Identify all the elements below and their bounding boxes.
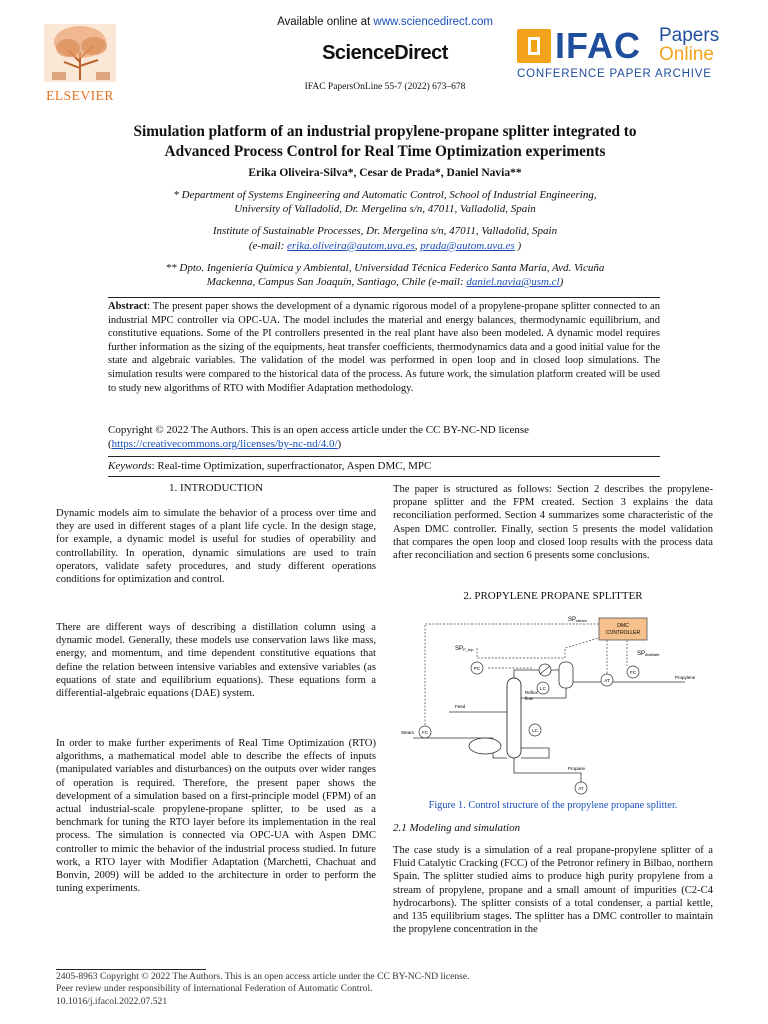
email-link-oliveira[interactable]: erika.oliveira@autom.uva.es — [287, 239, 415, 252]
elsevier-wordmark: ELSEVIER — [46, 88, 114, 103]
reflux-label: Reflux — [525, 690, 538, 695]
elsevier-tree-icon — [38, 22, 122, 84]
footer-rule — [56, 969, 206, 970]
ifac-logo — [517, 26, 727, 86]
footer — [56, 971, 716, 1008]
license-link[interactable]: https://creativecommons.org/licenses/by-nc-nd/4.0/ — [111, 438, 338, 450]
modeling-paragraph: The case study is a simulation of a real propane-propylene splitter of a Fluid Catalytic Cracking (FCC) of the Petronor refinery in Bilbao, northern Spain. The splitter studied aims to produce high purity propylene from a stream of propylene, propane and a small amount of impurities (C2-C4 hydrocarbons). The splitter consists of a total condenser, a partial kettle, and 135 equilibrium stages. The splitter has a DMC controller to maintain the propylene concentration in the — [393, 845, 713, 936]
fc-steam-instrument: FC — [422, 730, 428, 735]
email-link-prada[interactable]: prada@autom.uva.es — [420, 239, 515, 252]
at-top-instrument: AT — [604, 678, 610, 683]
at-bottom-instrument: AT — [578, 786, 584, 791]
lc-top-instrument: LC — [540, 686, 546, 691]
footer-peer-review: Peer review under responsibility of International Federation of Automatic Control. — [56, 983, 373, 995]
sp-ptop-label: SPP_top — [455, 646, 474, 652]
abstract: Abstract: The present paper shows the development of a dynamic rigorous model of a propylene-propane splitter connected to an industrial MPC controller via OPC-UA. The model includes the material and energy balances, thermodynamic equilibrium, and constitutive equations. Some of the PI controllers presented in the real plant have also been modeled. A dynamic model requires further information as the sizing of the equipments, heat transfer coefficients, thermodynamics data and a good initial value for the state and algebraic variables. The validation of the model was performed in open loop and in closed loop simulations. The simulation results were compared to the historical data of the process. As future work, the simulation platform created will be used to study new algorithms of RTO with Modifier Adaptation methodology. — [108, 301, 660, 394]
structure-paragraph: The paper is structured as follows: Section 2 describes the propylene-propane splitter and the FPM created. Section 3 explains the data reconciliation performed. Section 4 summarizes some characteristic of the Aspen DMC controller. Finally, section 5 presents the model validation that compares the open loop and closed loop results with the process data after reconciliation and section 6 presents some conclusions. — [393, 484, 713, 562]
dmc-controller-box — [599, 618, 647, 640]
journal-ref: IFAC PapersOnLine 55-7 (2022) 673–678 — [304, 82, 466, 92]
steam-label: Steam — [401, 730, 415, 735]
dmc-label: DMC — [617, 623, 629, 629]
papers-label: Papers — [659, 25, 720, 46]
feed-label: Feed — [455, 704, 466, 709]
propane-label: Propane — [568, 766, 586, 771]
section-heading-introduction: 1. INTRODUCTION — [168, 482, 264, 494]
conference-archive-label: CONFERENCE PAPER ARCHIVE — [517, 68, 712, 80]
paper-title: Simulation platform of an industrial propylene-propane splitter integrated to Advanced Process Control for Real Time Optimization experiments — [133, 123, 637, 160]
ifac-wordmark: IFAC — [555, 25, 642, 66]
affiliations: * Department of Systems Engineering and Automatic Control, School of Industrial Engineering, University of Valladolid, Dr. Mergelina s/n, 47011, Valladolid, Spain Institute of Sustainable Processes, Dr. Mergelina s/n, 47011, Valladolid, Spain (e-mail: erika.oliveira@autom.uva.es, prada@autom.uva.es ) ** Dpto. Ingeniería Química y Ambiental, Universidad Técnica Federico Santa María, Avd. Vicuña Mackenna, Campus San Joaquín, Santiago, Chile (e-mail: daniel.navia@usm.cl) — [165, 189, 605, 289]
lc-bottom-instrument: LC — [532, 728, 538, 733]
email-link-navia[interactable]: daniel.navia@usm.cl — [466, 276, 560, 289]
figure-1-caption: Figure 1. Control structure of the propylene propane splitter. — [428, 800, 678, 811]
footer-doi[interactable]: 10.1016/j.ifacol.2022.07.521 — [56, 995, 168, 1007]
intro-paragraph-2: There are different ways of describing a distillation column using a dynamic model. Generally, these models use conservation laws like mass, energy, and momentum, and time dependent constitutive equations that define the relation between intensive variables and extensive variables (as equations of state and equilibrium equations). These equations form a differential-algebraic equations (DAE) system. — [56, 622, 376, 700]
controller-label: CONTROLLER — [605, 630, 641, 636]
abstract-bottom-rule — [108, 476, 660, 477]
sciencedirect-link[interactable]: www.sciencedirect.com — [373, 16, 493, 28]
author-list: Erika Oliveira-Silva*, Cesar de Prada*, Daniel Navia** — [248, 167, 522, 179]
online-label: Online — [659, 44, 714, 65]
fc-top-instrument: FC — [630, 670, 636, 675]
subsection-heading-modeling: 2.1 Modeling and simulation — [393, 822, 521, 834]
process-diagram — [393, 608, 713, 796]
keywords: Keywords: Real-time Optimization, superfractionator, Aspen DMC, MPC — [108, 460, 432, 472]
figure-1-diagram — [393, 608, 713, 796]
sp-steam-label: SPsteam — [568, 617, 587, 623]
section-heading-splitter: 2. PROPYLENE PROPANE SPLITTER — [463, 590, 643, 602]
footer-copyright: 2405-8963 Copyright © 2022 The Authors. This is an open access article under the CC BY-NC-ND license. — [56, 971, 470, 982]
elsevier-logo — [38, 22, 122, 103]
abstract-mid-rule — [108, 456, 660, 457]
distillation-column — [507, 678, 521, 758]
propylene-label: Propylene — [675, 675, 696, 680]
sp-distillate-label: SPdistillate — [637, 651, 660, 657]
sciencedirect-wordmark: ScienceDirect — [322, 42, 448, 64]
abstract-label: Abstract — [108, 301, 148, 312]
abstract-top-rule — [108, 297, 660, 298]
available-online: Available online at www.sciencedirect.com — [277, 16, 493, 28]
flow-label: flow — [525, 696, 534, 701]
intro-paragraph-1: Dynamic models aim to simulate the behavior of a process over time and they are used in different stages of a plant life cycle. In the design stage, for example, a dynamic model is useful for studies of operability and controllability. In operation, dynamic simulations are used to train operators, validate safety procedures, and study different operations conditions for optimization and control. — [56, 508, 376, 586]
intro-paragraph-3: In order to make further experiments of Real Time Optimization (RTO) algorithms, a mathematical model able to describe the effects of inputs (manipulated variables and disturbances) on the outputs over wider ranges of operation is required. Therefore, the present paper shows the development of a simulation based on a first-principle model (FPM) of an actual industrial-scale propylene-propane splitter, to be used as a benchmark for tuning the RTO layer before its implementation in the real process. The simulation is connected via OPC-UA with Aspen DMC controller to mimic the behavior of the industrial process studied. In future work, a RTO layer with Modifier Adaptation (Marchetti, Chachuat and Bonvin, 2009) will be added to the architecture in order to perform the tuning experiments. — [56, 738, 376, 895]
pc-instrument: PC — [473, 666, 481, 671]
ifac-emblem-icon — [517, 29, 551, 63]
copyright-notice: Copyright © 2022 The Authors. This is an open access article under the CC BY-NC-ND license (https://creativecommons.org/licenses/by-nc-nd/4.0/) — [108, 424, 529, 450]
